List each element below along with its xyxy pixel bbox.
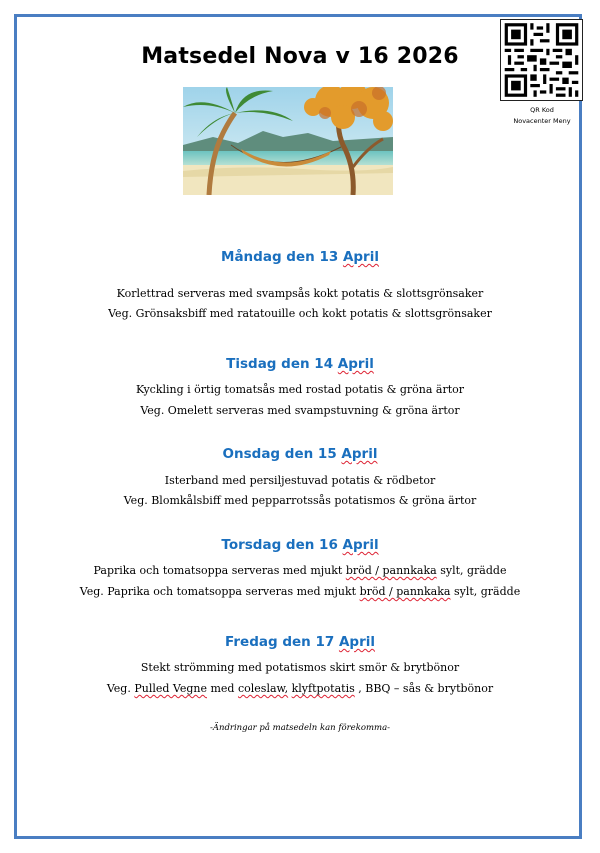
day-heading-month: April [341, 446, 378, 462]
day-heading-text: Fredag den 17 [225, 634, 339, 650]
menu-item-main [0, 564, 600, 577]
menu-item-text-marked: klyftpotatis [291, 682, 355, 695]
day-heading-text: Onsdag den 15 [222, 446, 342, 462]
menu-item-main: Isterband med persiljestuvad potatis & rödbetor [164, 474, 436, 487]
menu-item-text: med [207, 682, 238, 695]
day-heading-tuesday [0, 356, 600, 372]
menu-item-text-marked: Pulled Vegne [134, 682, 207, 695]
day-heading-month: April [342, 537, 379, 553]
qr-caption: QR Kod [530, 106, 554, 114]
day-heading-thursday [0, 537, 600, 553]
menu-item-text-marked: bröd / pannkaka [359, 585, 451, 598]
menu-item-main: Stekt strömming med potatismos skirt smör & brytbönor [140, 661, 460, 674]
menu-item-text: sylt, grädde [436, 564, 507, 577]
day-heading-wednesday [0, 446, 600, 462]
day-heading-month: April [337, 356, 374, 372]
qr-caption-sub: Novacenter Meny [513, 117, 571, 125]
footer-note: -Ändringar på matsedeln kan förekomma- [209, 723, 391, 733]
menu-item-veg: Veg. Grönsaksbiff med ratatouille och kokt potatis & slottsgrönsaker [108, 307, 492, 320]
menu-item-text: Veg. [106, 682, 135, 695]
menu-item-text: , BBQ – sås & brytbönor [354, 682, 494, 695]
menu-item-text: sylt, grädde [450, 585, 521, 598]
menu-item-veg [0, 682, 600, 695]
menu-item-veg: Veg. Omelett serveras med svampstuvning & gröna ärtor [140, 404, 460, 417]
qr-code[interactable] [500, 19, 583, 101]
day-heading-month: April [342, 249, 379, 265]
day-heading-monday [0, 249, 600, 265]
page-title: Matsedel Nova v 16 2026 [141, 44, 459, 69]
menu-item-text: Veg. Paprika och tomatsoppa serveras med mjukt [79, 585, 360, 598]
menu-item-text: Paprika och tomatsoppa serveras med mjukt [93, 564, 346, 577]
menu-item-text-marked: bröd / pannkaka [345, 564, 437, 577]
day-heading-friday [0, 634, 600, 650]
menu-item-main: Kyckling i örtig tomatsås med rostad potatis & gröna ärtor [135, 383, 465, 396]
beach-hammock-image [183, 87, 393, 195]
day-heading-month: April [338, 634, 375, 650]
menu-item-main: Korlettrad serveras med svampsås kokt potatis & slottsgrönsaker [116, 287, 484, 300]
menu-item-text-marked: coleslaw, [237, 682, 289, 695]
day-heading-text: Måndag den 13 [221, 249, 343, 265]
day-heading-text: Torsdag den 16 [221, 537, 343, 553]
menu-item-veg [0, 585, 600, 598]
qr-code-icon [501, 20, 582, 100]
menu-item-veg: Veg. Blomkålsbiff med pepparrotssås potatismos & gröna ärtor [123, 494, 477, 507]
day-heading-text: Tisdag den 14 [226, 356, 338, 372]
